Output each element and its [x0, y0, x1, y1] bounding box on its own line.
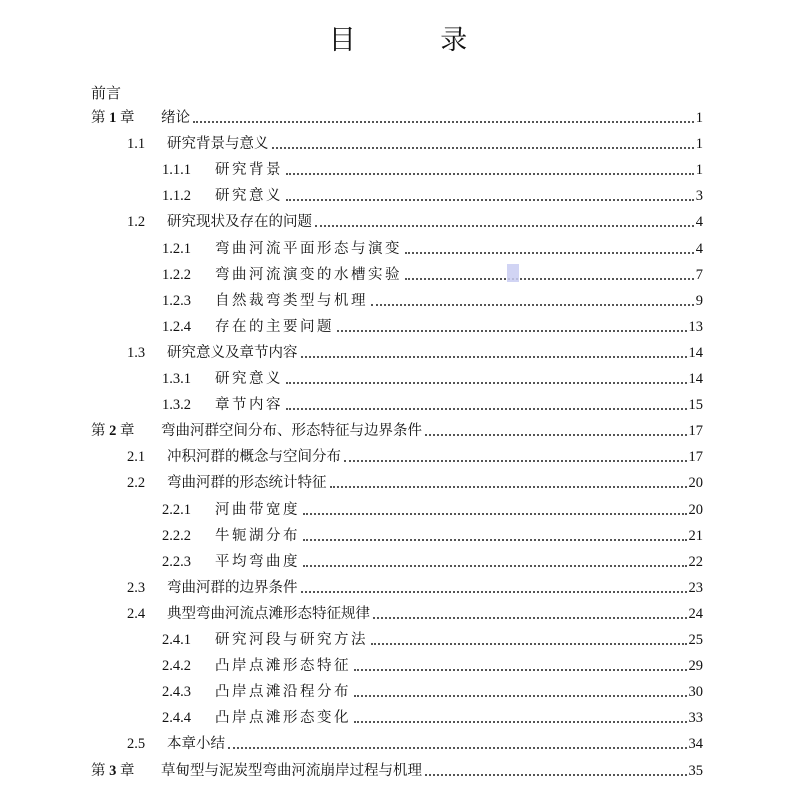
- toc-subsection-entry[interactable]: [162, 369, 703, 389]
- toc-page-number: 25: [688, 632, 703, 648]
- toc-subsection-entry[interactable]: [162, 395, 703, 415]
- toc-page-number: 30: [688, 684, 703, 701]
- toc-page-number: 20: [688, 501, 703, 518]
- text-selection-highlight: [507, 264, 519, 282]
- toc-entry-number: 2.5: [127, 736, 146, 753]
- toc-section-entry[interactable]: [127, 578, 703, 598]
- toc-entry-number: 第 1 章: [91, 110, 135, 126]
- toc-dot-leader: [315, 224, 694, 227]
- toc-entry-number: 1.1.1: [162, 162, 191, 179]
- toc-entry-title: 研究背景: [215, 162, 283, 179]
- toc-entry-title: 章节内容: [215, 397, 283, 414]
- toc-entry-title: 草甸型与泥炭型弯曲河流崩岸过程与机理: [161, 762, 422, 779]
- toc-entry-number: 2.2.1: [162, 501, 191, 518]
- toc-subsection-entry[interactable]: [162, 239, 703, 259]
- toc-page-number: 20: [688, 475, 703, 492]
- toc-page-number: 29: [688, 658, 703, 675]
- toc-dot-leader: [354, 668, 687, 671]
- toc-dot-leader: [228, 746, 687, 749]
- preface-entry[interactable]: 前言: [91, 84, 122, 102]
- toc-entry-title: 冲积河群的概念与空间分布: [167, 449, 341, 466]
- toc-entry-title: 绪论: [161, 110, 190, 126]
- toc-dot-leader: [405, 277, 694, 280]
- toc-section-entry[interactable]: [127, 734, 703, 754]
- toc-entry-number: 1.3.2: [162, 397, 191, 414]
- toc-subsection-entry[interactable]: [162, 526, 703, 546]
- toc-entry-number: 1.2.1: [162, 240, 191, 257]
- toc-chapter-entry[interactable]: [91, 108, 703, 128]
- toc-subsection-entry[interactable]: [162, 186, 703, 206]
- toc-section-entry[interactable]: [127, 343, 703, 363]
- toc-entry-number: 2.2.3: [162, 553, 191, 570]
- toc-section-entry[interactable]: [127, 212, 703, 232]
- toc-subsection-entry[interactable]: [162, 265, 703, 285]
- toc-entry-title: 研究意义及章节内容: [167, 344, 298, 361]
- toc-entry-number: 第 2 章: [91, 423, 135, 440]
- toc-dot-leader: [193, 120, 694, 123]
- toc-entry-title: 本章小结: [167, 736, 225, 753]
- toc-entry-number: 2.2.2: [162, 527, 191, 544]
- toc-page-number: 7: [695, 266, 703, 283]
- toc-entry-number: 1.2: [127, 214, 146, 231]
- toc-page-number: 15: [688, 397, 703, 414]
- toc-dot-leader: [425, 433, 687, 436]
- toc-page-number: 1: [695, 136, 703, 153]
- toc-dot-leader: [303, 564, 687, 567]
- toc-subsection-entry[interactable]: [162, 317, 703, 337]
- toc-entry-number: 1.2.4: [162, 318, 191, 335]
- toc-entry-number: 2.4.1: [162, 632, 191, 648]
- toc-entry-title: 研究河段与研究方法: [215, 632, 368, 648]
- toc-entry-number: 2.4.2: [162, 658, 191, 675]
- toc-dot-leader: [286, 198, 694, 201]
- toc-entry-title: 弯曲河流演变的水槽实验: [215, 266, 402, 283]
- toc-subsection-entry[interactable]: [162, 500, 703, 520]
- toc-dot-leader: [286, 381, 687, 384]
- toc-entry-title: 凸岸点滩形态变化: [215, 710, 351, 727]
- toc-page-number: 13: [688, 318, 703, 335]
- toc-page-number: 23: [688, 579, 703, 596]
- toc-entry-number: 2.2: [127, 475, 146, 492]
- toc-page-number: 4: [695, 240, 703, 257]
- toc-dot-leader: [330, 485, 687, 488]
- toc-subsection-entry[interactable]: [162, 291, 703, 311]
- toc-dot-leader: [344, 459, 687, 462]
- toc-page-number: 14: [688, 344, 703, 361]
- toc-section-entry[interactable]: [127, 134, 703, 154]
- toc-entry-number: 2.4.4: [162, 710, 191, 727]
- toc-entry-number: 第 3 章: [91, 762, 135, 779]
- toc-dot-leader: [354, 720, 687, 723]
- page-title: 目 录: [328, 25, 506, 56]
- toc-page-number: 21: [688, 527, 703, 544]
- toc-chapter-entry[interactable]: [91, 421, 703, 441]
- toc-entry-title: 弯曲河群的边界条件: [167, 579, 298, 596]
- toc-dot-leader: [272, 146, 694, 149]
- toc-subsection-entry[interactable]: [162, 708, 703, 728]
- toc-page-number: 33: [688, 710, 703, 727]
- toc-dot-leader: [337, 329, 687, 332]
- toc-entry-number: 2.4.3: [162, 684, 191, 701]
- toc-page-number: 3: [695, 188, 703, 205]
- toc-dot-leader: [303, 538, 687, 541]
- toc-entry-title: 弯曲河群空间分布、形态特征与边界条件: [161, 423, 422, 440]
- toc-entry-title: 研究意义: [215, 371, 283, 387]
- toc-page-number: 35: [688, 762, 703, 779]
- toc-entry-number: 1.2.2: [162, 266, 191, 283]
- toc-entry-number: 1.3: [127, 344, 146, 361]
- toc-entry-title: 存在的主要问题: [215, 318, 334, 335]
- toc-entry-title: 平均弯曲度: [215, 553, 300, 570]
- toc-subsection-entry[interactable]: [162, 656, 703, 676]
- toc-page-number: 17: [688, 449, 703, 466]
- toc-dot-leader: [286, 407, 687, 410]
- toc-entry-title: 弯曲河群的形态统计特征: [167, 475, 327, 492]
- toc-entry-title: 弯曲河流平面形态与演变: [215, 240, 402, 257]
- toc-section-entry[interactable]: [127, 604, 703, 624]
- toc-chapter-entry[interactable]: [91, 761, 703, 781]
- toc-subsection-entry[interactable]: [162, 630, 703, 650]
- toc-entry-number: 2.1: [127, 449, 146, 466]
- toc-dot-leader: [371, 303, 694, 306]
- toc-dot-leader: [425, 773, 687, 776]
- toc-dot-leader: [286, 172, 694, 175]
- toc-subsection-entry[interactable]: [162, 552, 703, 572]
- toc-dot-leader: [373, 616, 687, 619]
- toc-entry-number: 1.1: [127, 136, 146, 153]
- toc-page-number: 22: [688, 553, 703, 570]
- toc-dot-leader: [354, 694, 687, 697]
- toc-entry-number: 2.3: [127, 579, 146, 596]
- toc-page-number: 1: [695, 162, 703, 179]
- toc-section-entry[interactable]: [127, 447, 703, 467]
- toc-section-entry[interactable]: [127, 473, 703, 493]
- toc-entry-title: 自然裁弯类型与机理: [215, 292, 368, 309]
- toc-entry-title: 凸岸点滩形态特征: [215, 658, 351, 675]
- toc-subsection-entry[interactable]: [162, 682, 703, 702]
- toc-entry-title: 河曲带宽度: [215, 501, 300, 518]
- toc-dot-leader: [301, 355, 687, 358]
- toc-page-number: 1: [695, 110, 703, 126]
- toc-entry-title: 典型弯曲河流点滩形态特征规律: [167, 605, 370, 622]
- toc-dot-leader: [303, 512, 687, 515]
- toc-page-number: 34: [688, 736, 703, 753]
- toc-page-number: 24: [688, 605, 703, 622]
- toc-dot-leader: [371, 642, 687, 645]
- toc-page-number: 4: [695, 214, 703, 231]
- toc-entry-number: 1.2.3: [162, 292, 191, 309]
- toc-entry-title: 凸岸点滩沿程分布: [215, 684, 351, 701]
- toc-page-number: 17: [688, 423, 703, 440]
- toc-entry-number: 2.4: [127, 605, 146, 622]
- toc-dot-leader: [301, 590, 687, 593]
- toc-page-number: 14: [688, 371, 703, 387]
- toc-subsection-entry[interactable]: [162, 160, 703, 180]
- toc-entry-number: 1.3.1: [162, 371, 191, 387]
- toc-entry-title: 研究背景与意义: [167, 136, 269, 153]
- toc-entry-number: 1.1.2: [162, 188, 191, 205]
- toc-page-number: 9: [695, 292, 703, 309]
- toc-dot-leader: [405, 251, 694, 254]
- toc-entry-title: 研究意义: [215, 188, 283, 205]
- toc-entry-title: 研究现状及存在的问题: [167, 214, 312, 231]
- toc-entry-title: 牛轭湖分布: [215, 527, 300, 544]
